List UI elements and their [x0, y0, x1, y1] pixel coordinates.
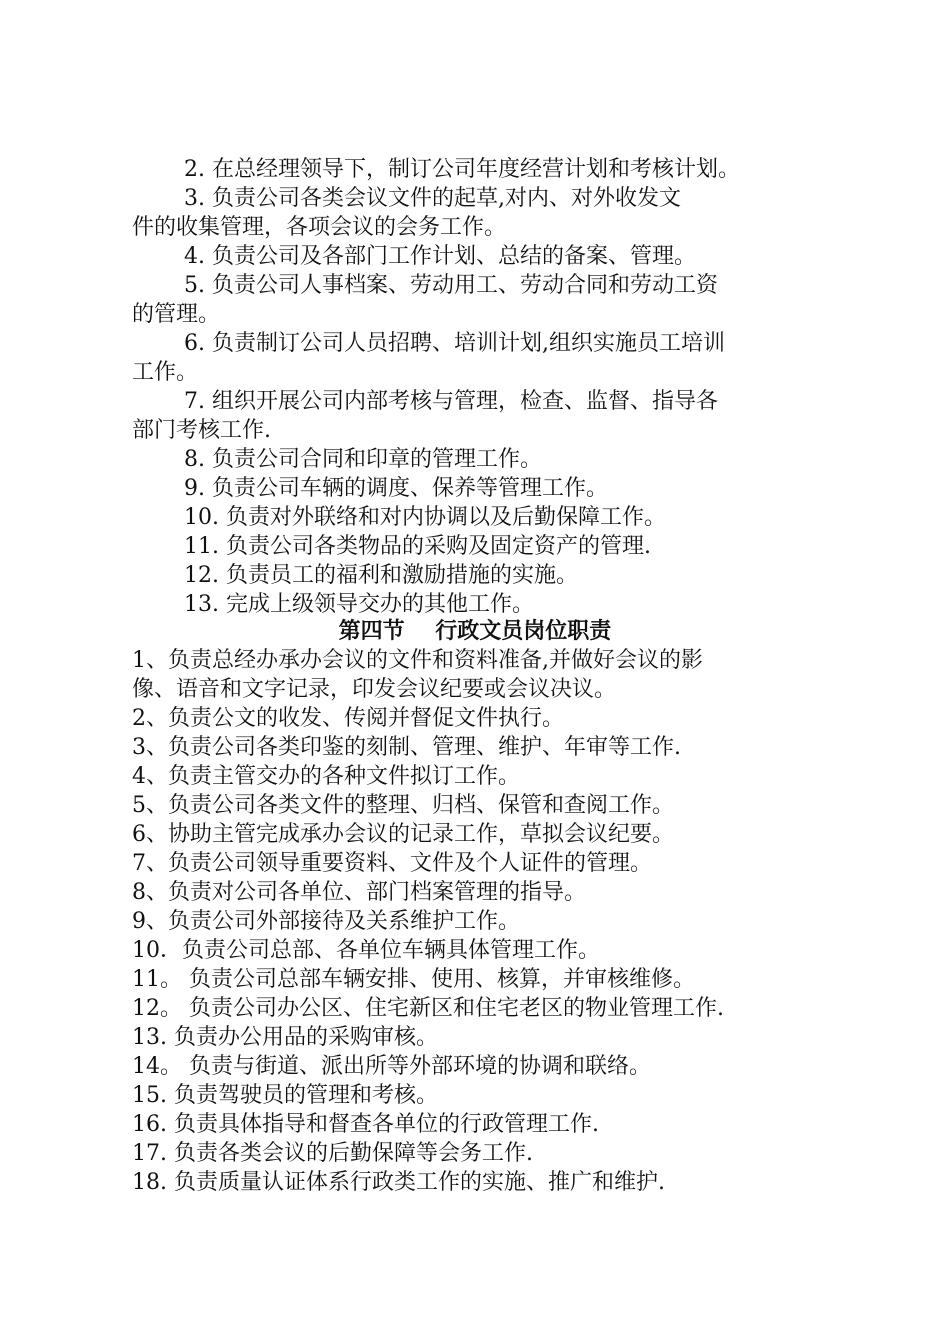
- list-item: 13. 负责办公用品的采购审核。: [132, 1025, 438, 1050]
- section-heading: 第四节 行政文员岗位职责: [338, 619, 612, 644]
- paragraph-line: 2. 在总经理领导下，制订公司年度经营计划和考核计划。: [184, 157, 740, 182]
- list-item: 14。 负责与街道、派出所等外部环境的协调和联络。: [132, 1054, 651, 1079]
- list-item: 16. 负责具体指导和督查各单位的行政管理工作.: [132, 1112, 599, 1137]
- list-item: 12。 负责公司办公区、住宅新区和住宅老区的物业管理工作.: [132, 996, 724, 1021]
- paragraph-line: 10. 负责对外联络和对内协调以及后勤保障工作。: [184, 505, 666, 530]
- paragraph-line: 的管理。: [132, 302, 221, 327]
- paragraph-line: 工作。: [132, 360, 199, 385]
- list-item: 像、语音和文字记录，印发会议纪要或会议决议。: [132, 677, 617, 702]
- paragraph-line: 9. 负责公司车辆的调度、保养等管理工作。: [184, 476, 608, 501]
- paragraph-line: 4. 负责公司及各部门工作计划、总结的备案、管理。: [184, 244, 696, 269]
- list-item: 8、负责对公司各单位、部门档案管理的指导。: [132, 880, 586, 905]
- list-item: 6、协助主管完成承办会议的记录工作，草拟会议纪要。: [132, 822, 674, 847]
- list-item: 10．负责公司总部、各单位车辆具体管理工作。: [132, 938, 600, 963]
- paragraph-line: 13. 完成上级领导交办的其他工作。: [184, 592, 534, 617]
- paragraph-line: 8. 负责公司合同和印章的管理工作。: [184, 447, 542, 472]
- paragraph-line: 件的收集管理，各项会议的会务工作。: [132, 215, 507, 240]
- list-item: 3、负责公司各类印鉴的刻制、管理、维护、年审等工作.: [132, 735, 681, 760]
- list-item: 18. 负责质量认证体系行政类工作的实施、推广和维护.: [132, 1170, 665, 1195]
- paragraph-line: 11. 负责公司各类物品的采购及固定资产的管理.: [184, 534, 651, 559]
- paragraph-line: 部门考核工作.: [132, 418, 271, 443]
- list-item: 5、负责公司各类文件的整理、归档、保管和查阅工作。: [132, 793, 674, 818]
- paragraph-line: 6. 负责制订公司人员招聘、培训计划,组织实施员工培训: [184, 331, 725, 356]
- list-item: 1、负责总经办承办会议的文件和资料准备,并做好会议的影: [132, 648, 703, 673]
- list-item: 7、负责公司领导重要资料、文件及个人证件的管理。: [132, 851, 652, 876]
- list-item: 15. 负责驾驶员的管理和考核。: [132, 1083, 438, 1108]
- list-item: 2、负责公文的收发、传阅并督促文件执行。: [132, 706, 564, 731]
- list-item: 4、负责主管交办的各种文件拟订工作。: [132, 764, 520, 789]
- list-item: 11。 负责公司总部车辆安排、使用、核算，并审核维修。: [132, 967, 695, 992]
- paragraph-line: 12. 负责员工的福利和激励措施的实施。: [184, 563, 578, 588]
- list-item: 17. 负责各类会议的后勤保障等会务工作.: [132, 1141, 533, 1166]
- paragraph-line: 3. 负责公司各类会议文件的起草,对内、对外收发文: [184, 186, 681, 211]
- paragraph-line: 5. 负责公司人事档案、劳动用工、劳动合同和劳动工资: [184, 273, 718, 298]
- paragraph-line: 7. 组织开展公司内部考核与管理，检查、监督、指导各: [184, 389, 718, 414]
- list-item: 9、负责公司外部接待及关系维护工作。: [132, 909, 520, 934]
